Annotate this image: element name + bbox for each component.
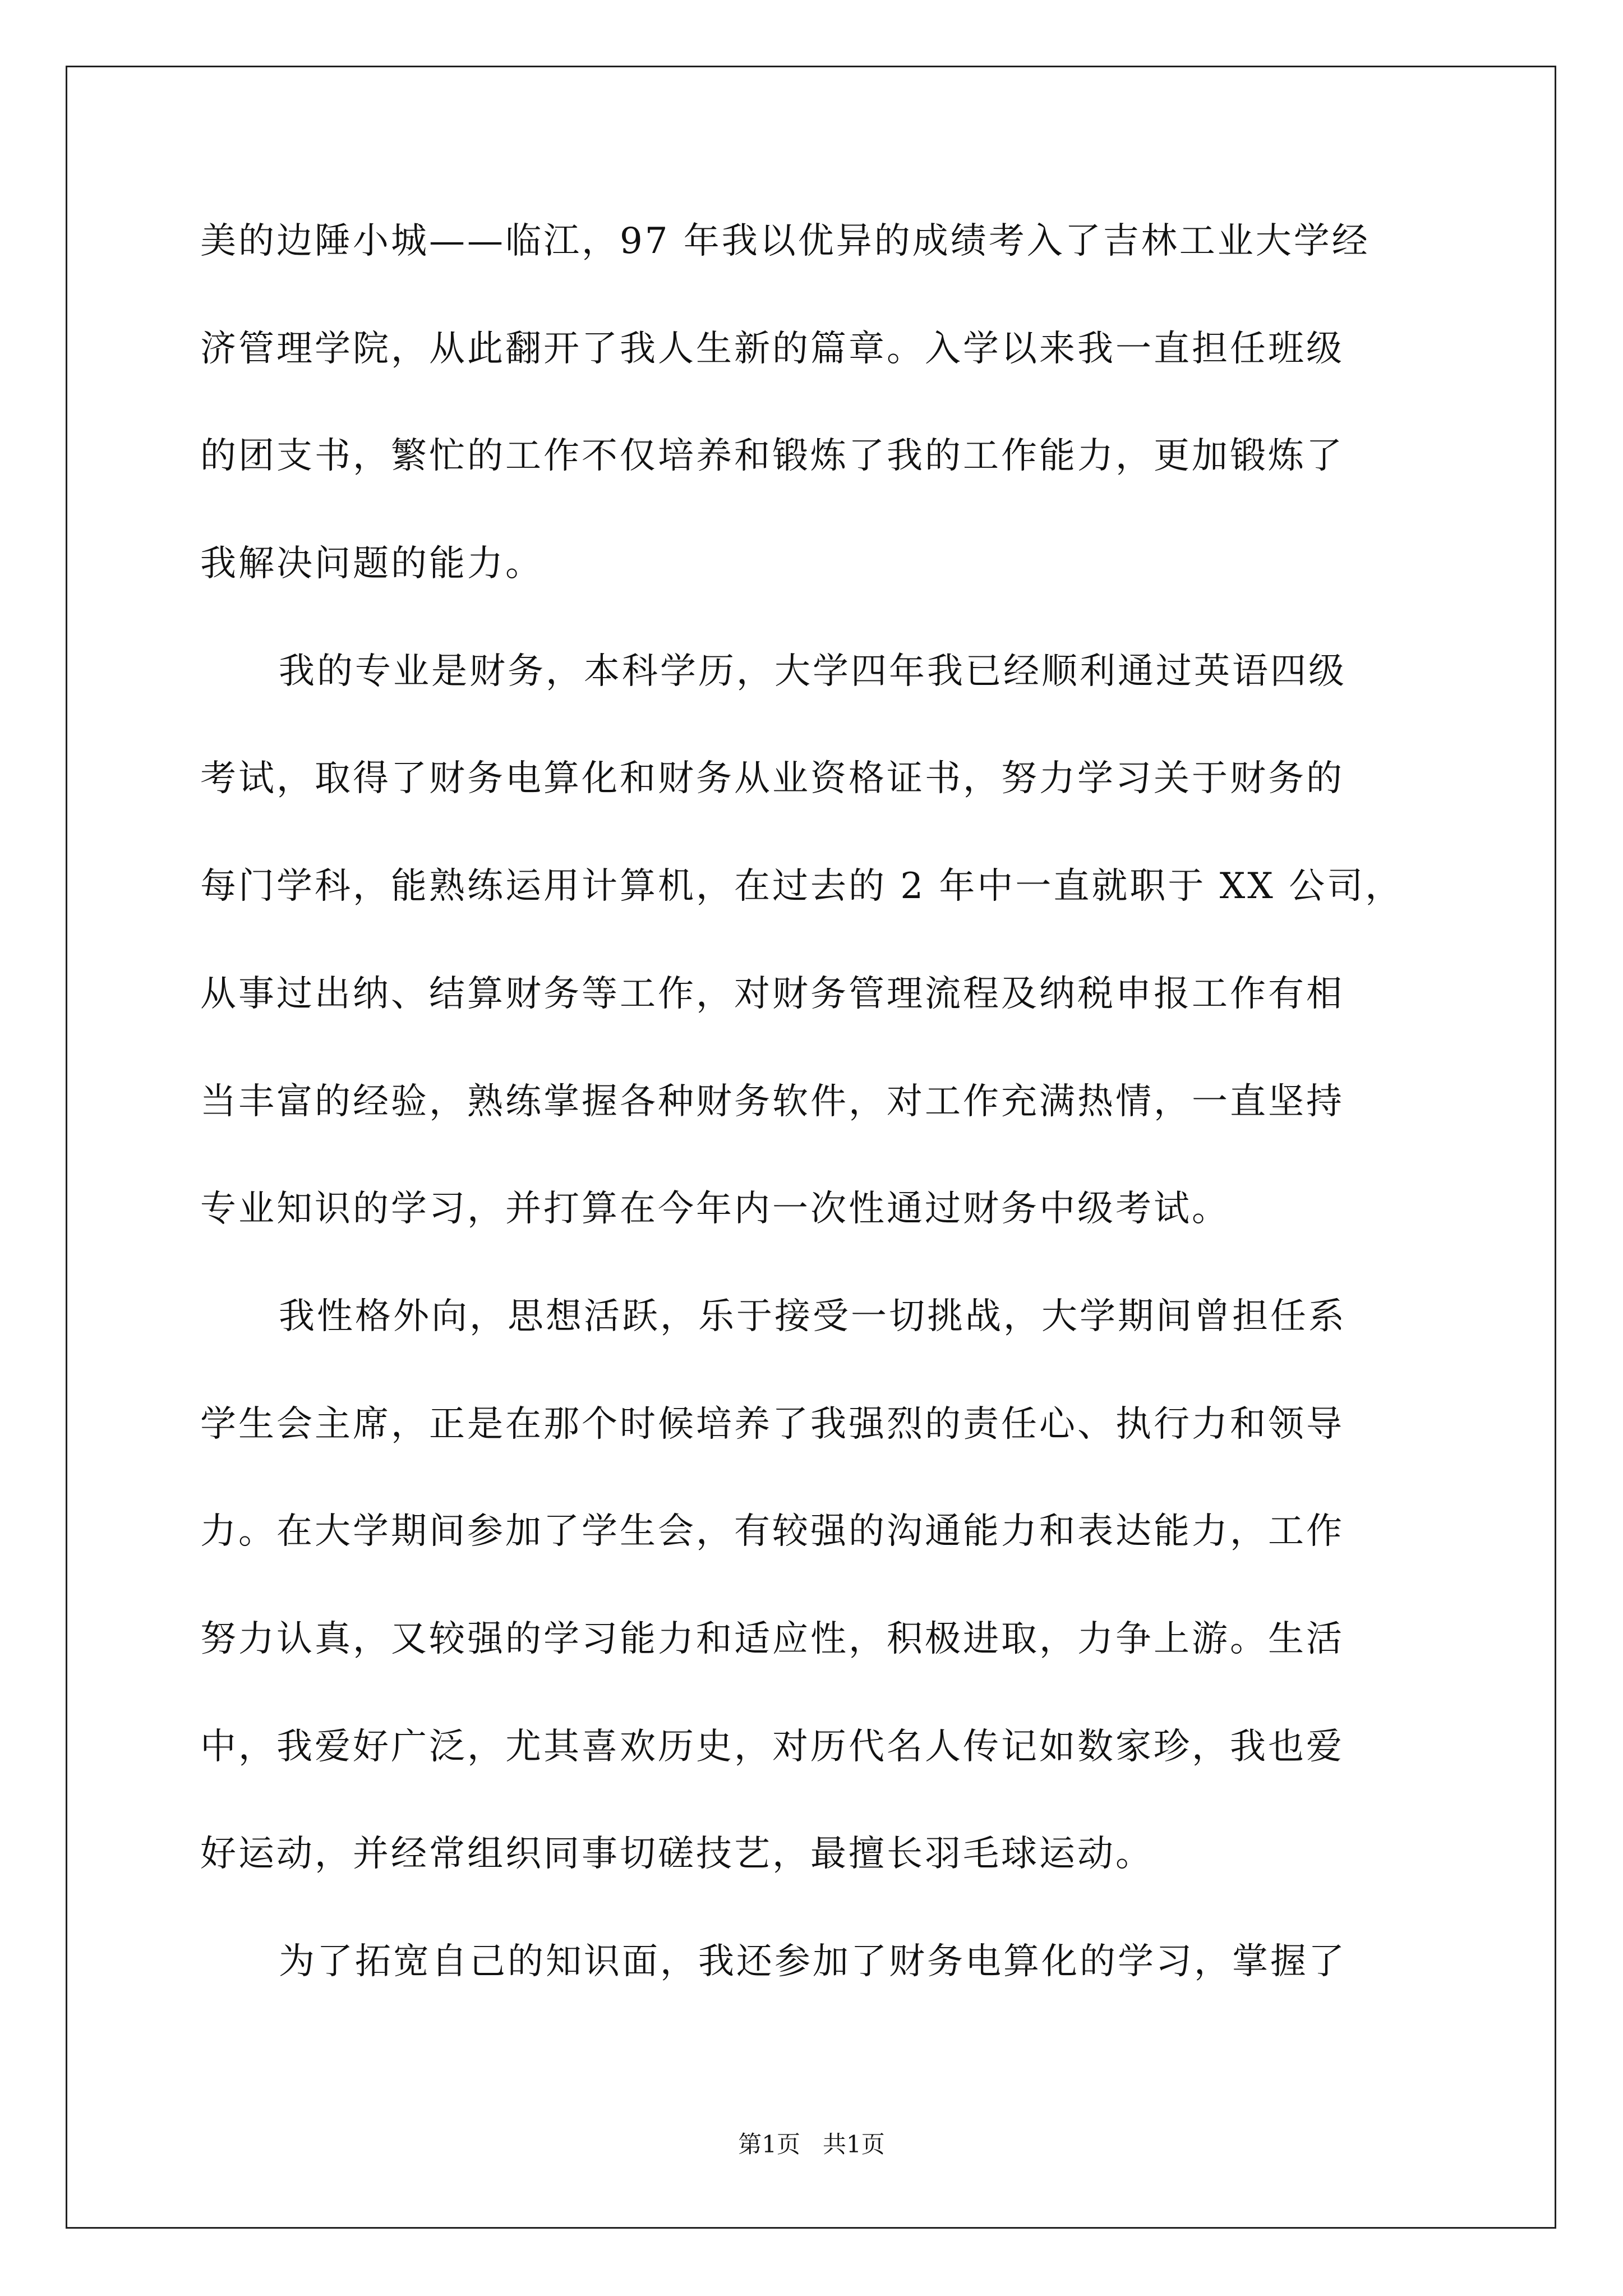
text-line: 努力认真，又较强的学习能力和适应性，积极进取，力争上游。生活 bbox=[200, 1618, 1344, 1660]
paragraph-first-line: 我性格外向，思想活跃，乐于接受一切挑战，大学期间曾担任系 bbox=[279, 1296, 1347, 1337]
paragraph-first-line: 我的专业是财务，本科学历，大学四年我已经顺利通过英语四级 bbox=[279, 651, 1347, 692]
page-border bbox=[66, 66, 1556, 2229]
text-line: 的团支书，繁忙的工作不仅培养和锻炼了我的工作能力，更加锻炼了 bbox=[200, 435, 1344, 477]
text-line: 考试，取得了财务电算化和财务从业资格证书，努力学习关于财务的 bbox=[200, 758, 1344, 799]
paragraph-first-line: 为了拓宽自己的知识面，我还参加了财务电算化的学习，掌握了 bbox=[279, 1941, 1347, 1982]
text-line: 每门学科，能熟练运用计算机，在过去的 2 年中一直就职于 XX 公司， bbox=[200, 866, 1404, 907]
text-line: 好运动，并经常组织同事切磋技艺，最擅长羽毛球运动。 bbox=[200, 1833, 1154, 1875]
text-line: 中，我爱好广泛，尤其喜欢历史，对历代名人传记如数家珍，我也爱 bbox=[200, 1726, 1344, 1768]
text-line: 专业知识的学习，并打算在今年内一次性通过财务中级考试。 bbox=[200, 1188, 1230, 1230]
text-line: 我解决问题的能力。 bbox=[200, 543, 543, 585]
text-line: 从事过出纳、结算财务等工作，对财务管理流程及纳税申报工作有相 bbox=[200, 973, 1344, 1015]
text-line: 力。在大学期间参加了学生会，有较强的沟通能力和表达能力，工作 bbox=[200, 1511, 1344, 1552]
text-line: 美的边陲小城——临江，97 年我以优异的成绩考入了吉林工业大学经 bbox=[200, 220, 1370, 262]
page-footer: 第1页 共1页 bbox=[738, 2131, 885, 2158]
text-line: 学生会主席，正是在那个时候培养了我强烈的责任心、执行力和领导 bbox=[200, 1404, 1344, 1445]
text-line: 济管理学院，从此翻开了我人生新的篇章。入学以来我一直担任班级 bbox=[200, 328, 1344, 370]
text-line: 当丰富的经验，熟练掌握各种财务软件，对工作充满热情，一直坚持 bbox=[200, 1081, 1344, 1122]
